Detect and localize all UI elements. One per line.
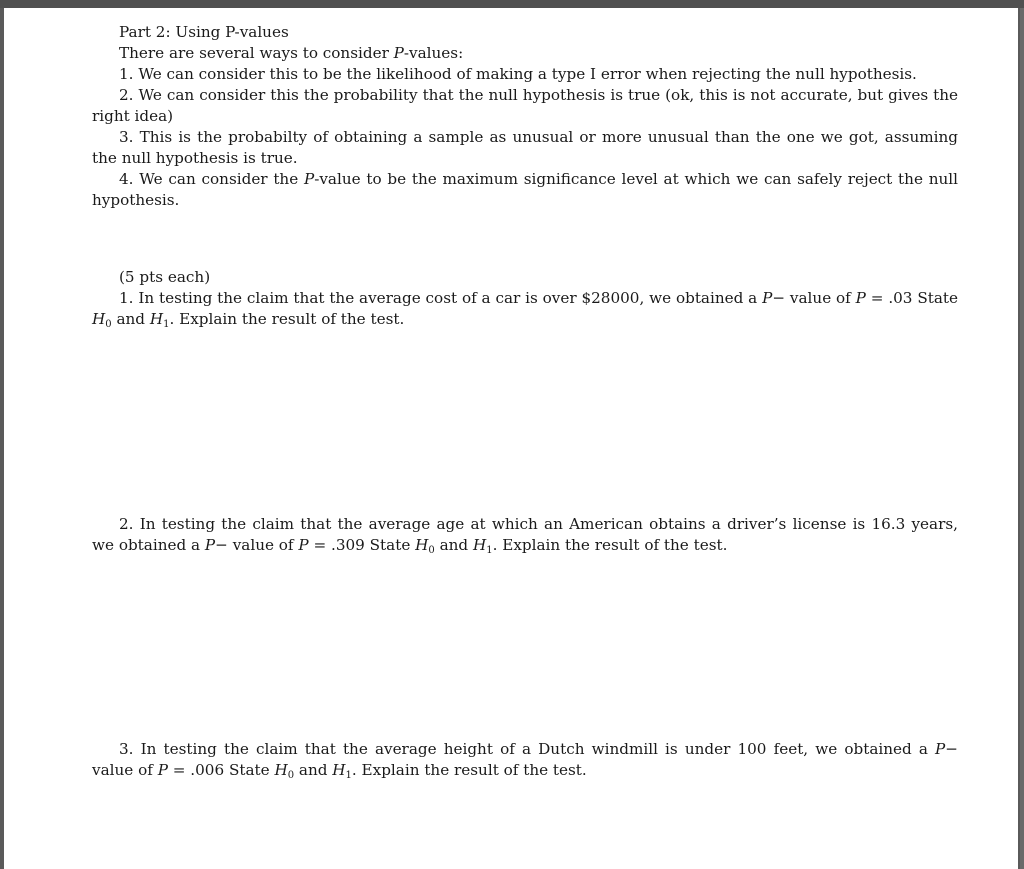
problem-3: 3. In testing the claim that the average height of a Dutch windmill is under 100 feet, we obtained a P− value of P = .006 State $H_0$ and $H_1$. Explain the result of the test. xyxy=(92,740,958,781)
problem-block-1 xyxy=(92,267,958,335)
way-item: 2. We can consider this the probability that the null hypothesis is true (ok, this is not accurate, but gives the right idea) xyxy=(92,86,958,125)
problem-1: 1. In testing the claim that the average cost of a car is over $28000, we obtained a P− value of P = .03 State $H_0$ and $H_1$. Explain the result of the test. xyxy=(92,289,958,330)
viewer-toolbar-strip xyxy=(0,0,1024,8)
scrollbar[interactable] xyxy=(1020,8,1024,869)
problem-2: 2. In testing the claim that the average age at which an American obtains a driver’s license is 16.3 years, we obtained a P− value of P = .309 State $H_0$ and $H_1$. Explain the result of the test. xyxy=(92,515,958,556)
problem-block-3 xyxy=(92,739,958,786)
intro-block xyxy=(92,22,958,211)
points-note: (5 pts each) xyxy=(119,268,211,286)
way-item: 4. We can consider the P-value to be the maximum significance level at which we can safely reject the null hypothesis. xyxy=(92,170,958,209)
way-item: 3. This is the probabilty of obtaining a sample as unusual or more unusual than the one we got, assuming the null hypothesis is true. xyxy=(92,128,958,167)
way-item: 1. We can consider this to be the likelihood of making a type I error when rejecting the null hypothesis. xyxy=(119,65,917,83)
problem-block-2 xyxy=(92,514,958,561)
part-title: Part 2: Using P-values xyxy=(119,23,289,41)
intro-line: There are several ways to consider P-values: xyxy=(119,44,464,62)
